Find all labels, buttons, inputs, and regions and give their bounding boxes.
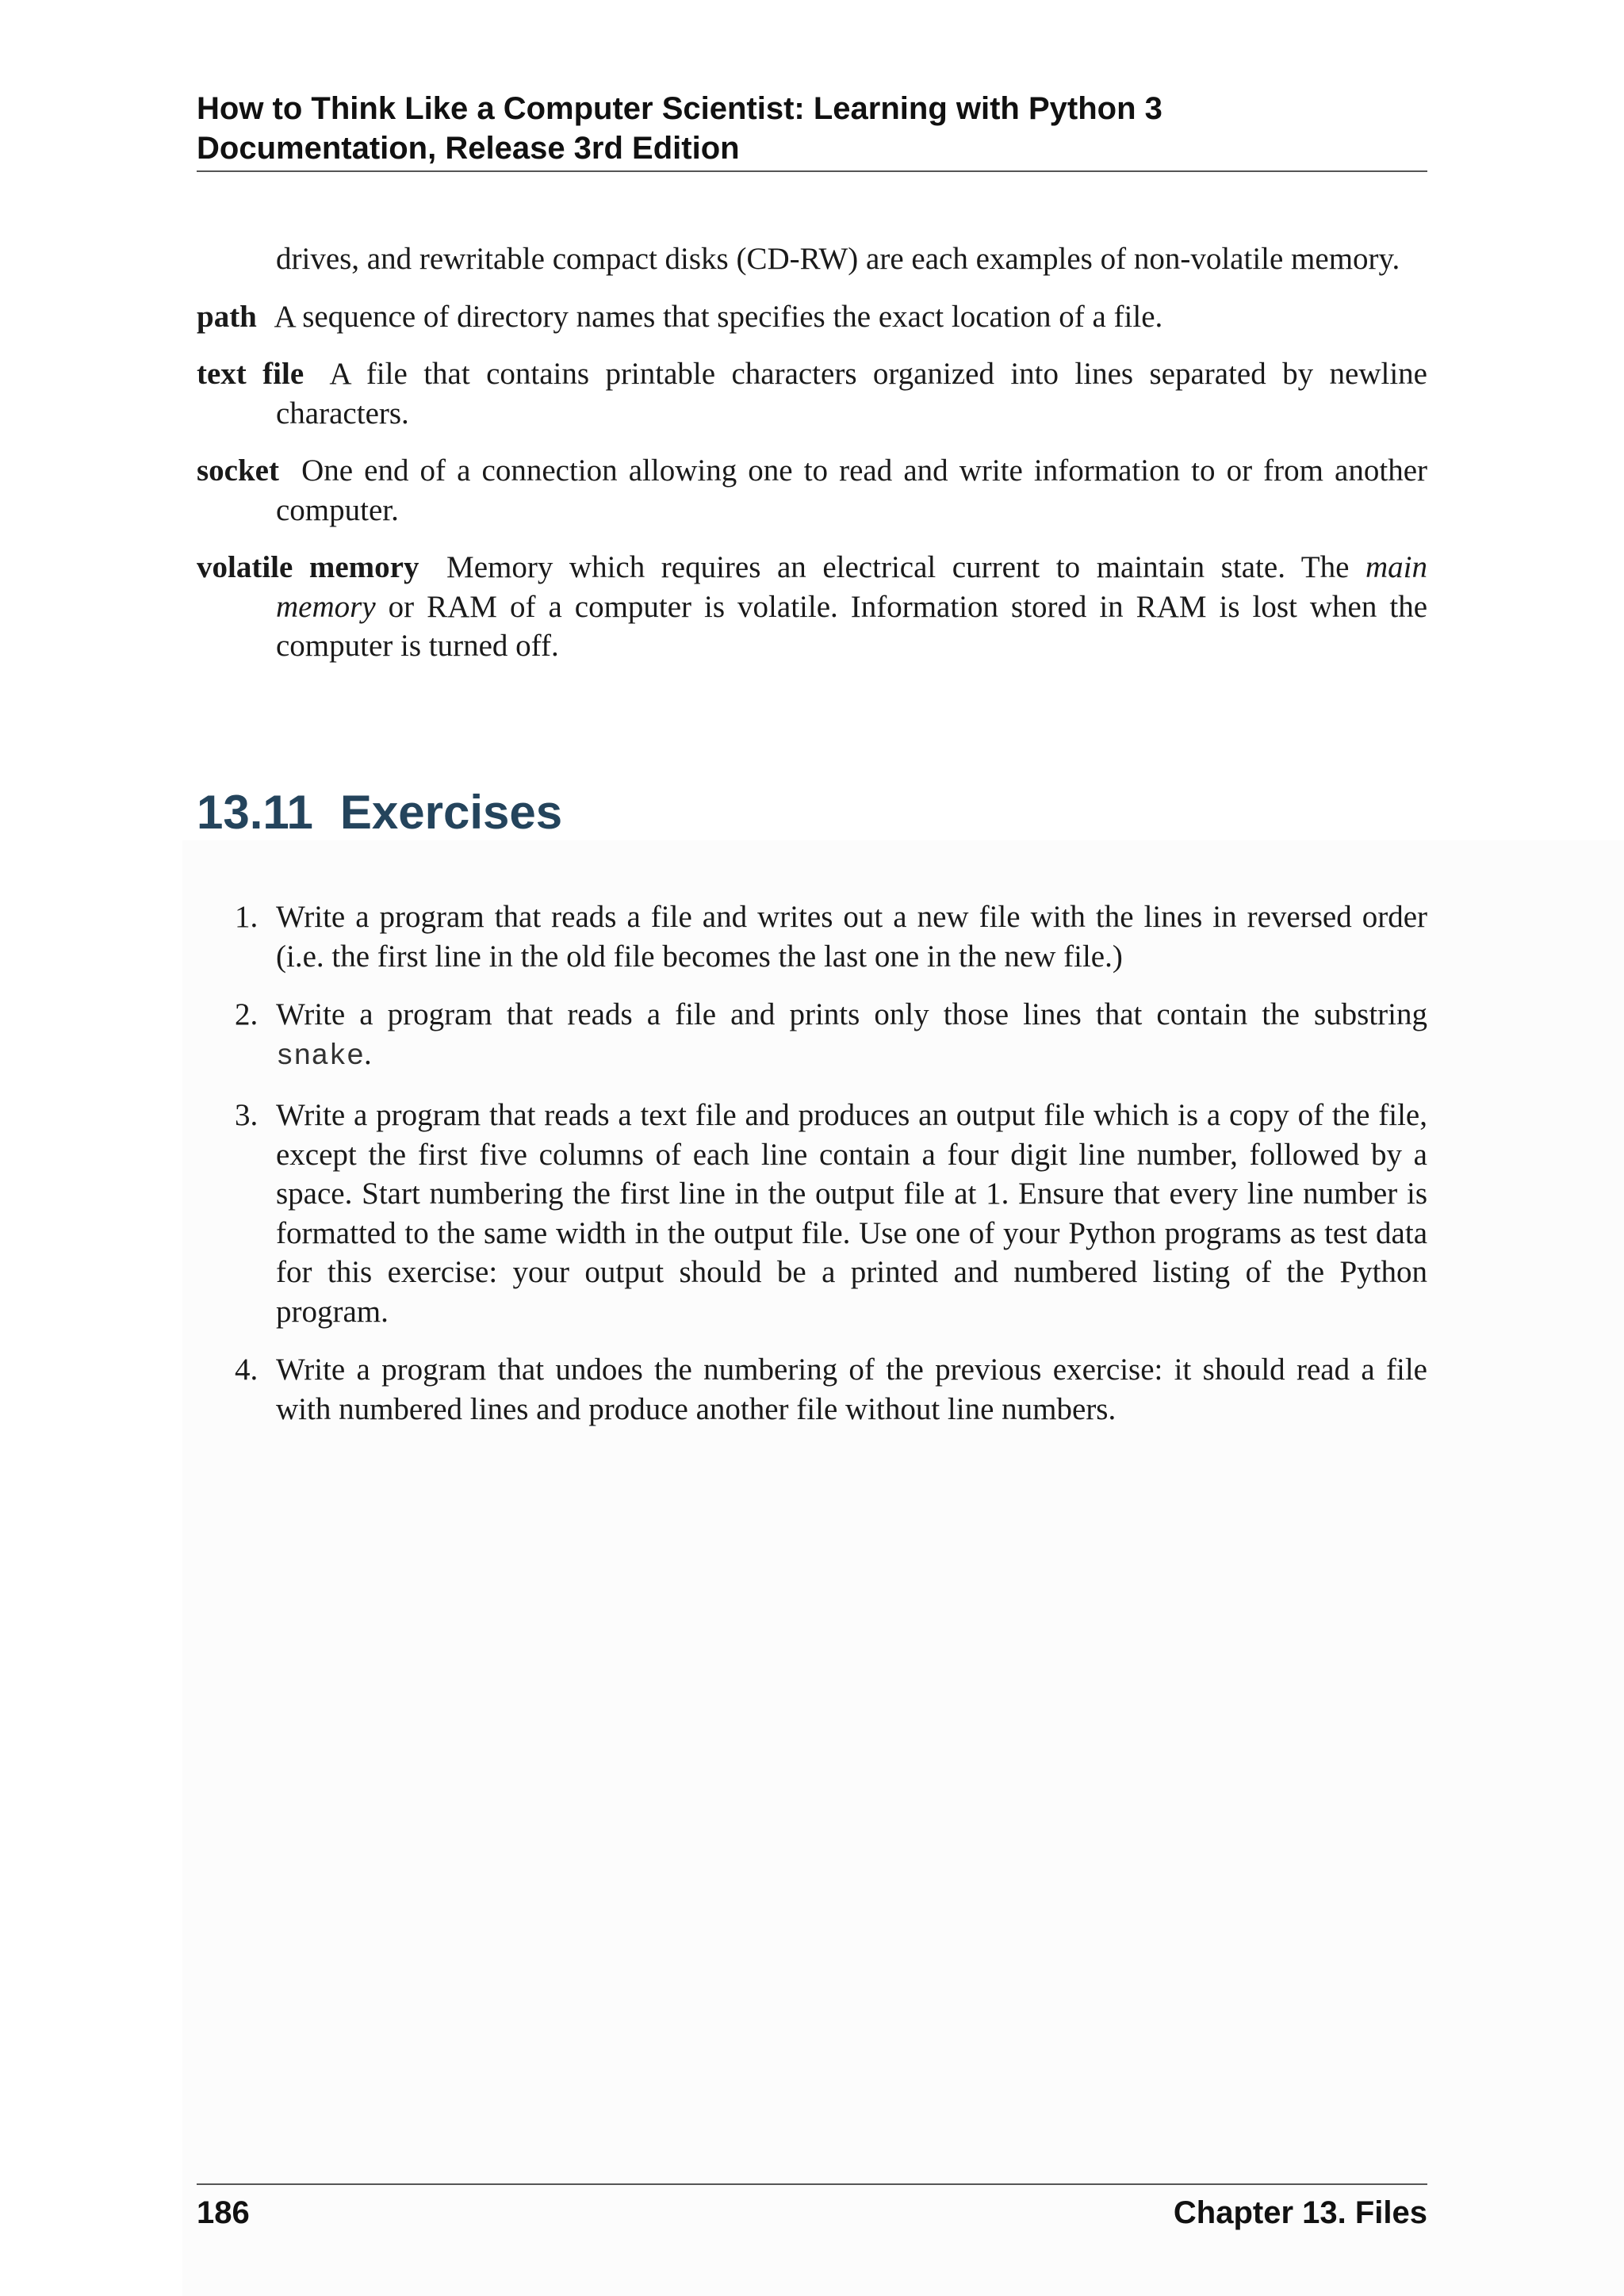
exercise-item bbox=[197, 897, 1427, 976]
exercise-text: Write a program that reads a file and writes out a new file with the lines in reversed order (i.e. the first line in the old file becomes the last one in the new file.) bbox=[276, 900, 1427, 974]
header-title-line-1: How to Think Like a Computer Scientist: Learning with Python 3 bbox=[197, 91, 1162, 126]
glossary-definition-end: or RAM of a computer is volatile. Information stored in RAM is lost when the computer is turned off. bbox=[276, 589, 1427, 663]
exercise-item bbox=[197, 1096, 1427, 1331]
header-title-line-2: Documentation, Release 3rd Edition bbox=[197, 131, 740, 166]
glossary-term: path bbox=[197, 299, 257, 334]
section-heading bbox=[197, 785, 562, 840]
exercise-text-end: . bbox=[364, 1036, 372, 1071]
glossary-definition: A file that contains printable characters organized into lines separated by newline characters. bbox=[276, 357, 1427, 430]
exercise-list bbox=[197, 897, 1427, 1448]
glossary-entry-path bbox=[197, 297, 1427, 337]
glossary-definition: A sequence of directory names that specifies the exact location of a file. bbox=[274, 299, 1163, 334]
glossary-term: socket bbox=[197, 453, 279, 488]
glossary-definition-start: Memory which requires an electrical current to maintain state. The bbox=[446, 550, 1350, 584]
glossary-entry-volatile-memory bbox=[197, 548, 1427, 666]
page-number: 186 bbox=[197, 2195, 250, 2230]
section-title: Exercises bbox=[339, 786, 563, 839]
chapter-label: Chapter 13. Files bbox=[1173, 2195, 1427, 2230]
glossary-term: text file bbox=[197, 357, 304, 391]
exercise-number: 4. bbox=[235, 1353, 259, 1387]
glossary-definition: One end of a connection allowing one to read and write information to or from another computer. bbox=[276, 453, 1428, 527]
exercise-number: 1. bbox=[235, 900, 259, 934]
exercise-number: 3. bbox=[235, 1098, 259, 1132]
exercise-item bbox=[197, 995, 1427, 1077]
inline-code: snake bbox=[276, 1039, 365, 1073]
header-rule bbox=[197, 170, 1427, 172]
footer-rule bbox=[197, 2183, 1427, 2185]
exercise-text: Write a program that reads a file and prints only those lines that contain the substring bbox=[276, 997, 1427, 1031]
glossary-term: volatile memory bbox=[197, 550, 419, 584]
glossary-continuation: drives, and rewritable compact disks (CD-RW) are each examples of non-volatile memory. bbox=[276, 242, 1400, 276]
glossary-entry-text-file bbox=[197, 354, 1427, 433]
exercise-text: Write a program that reads a text file and produces an output file which is a copy of the file, except the first five columns of each line contain a four digit line number, followed by a space. Start numbering the first line in the output file at 1. Ensure that every line number is formatted to the same width in the output file. Use one of your Python programs as test data for this exercise: your output should be a printed and numbered listing of the Python program. bbox=[276, 1098, 1427, 1329]
glossary-definition-emphasis: main memory bbox=[276, 550, 1428, 624]
glossary-entry-socket bbox=[197, 451, 1427, 530]
exercise-number: 2. bbox=[235, 997, 259, 1031]
exercise-item bbox=[197, 1350, 1427, 1429]
glossary bbox=[197, 239, 1427, 684]
running-header bbox=[197, 89, 1427, 168]
exercise-text: Write a program that undoes the numbering of the previous exercise: it should read a file with numbered lines and produce another file without line numbers. bbox=[276, 1353, 1427, 1426]
section-number: 13.11 bbox=[197, 786, 313, 839]
